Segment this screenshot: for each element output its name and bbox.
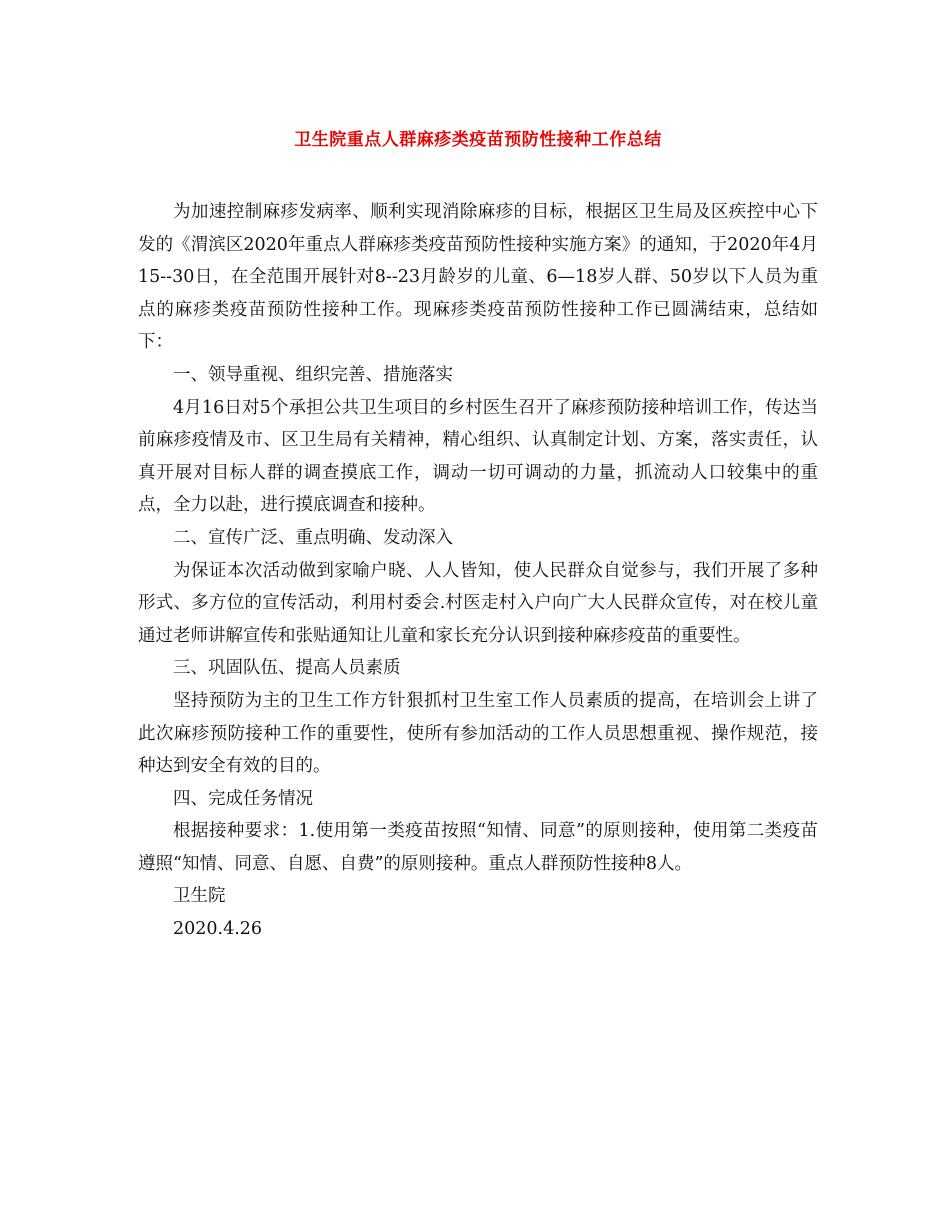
section-heading-3: 三、巩固队伍、提高人员素质 xyxy=(173,658,401,679)
signature-organization: 卫生院 xyxy=(173,886,226,907)
section-body-2: 为保证本次活动做到家喻户晓、人人皆知，使人民群众自觉参与，我们开展了多种形式、多方位的宣传活动，利用村委会.村医走村入户向广大人民群众宣传，对在校儿童通过老师讲解宣传和张贴通知让儿童和家长充分认识到接种麻疹疫苗的重要性。 xyxy=(138,560,818,646)
signature-date: 2020.4.26 xyxy=(173,919,263,940)
section-heading-2: 二、宣传广泛、重点明确、发动深入 xyxy=(173,527,453,548)
section-body-1: 4月16日对5个承担公共卫生项目的乡村医生召开了麻疹预防接种培训工作，传达当前麻疹疫情及市、区卫生局有关精神，精心组织、认真制定计划、方案，落实责任，认真开展对目标人群的调查摸底工作，调动一切可调动的力量，抓流动人口较集中的重点，全力以赴，进行摸底调查和接种。 xyxy=(138,397,818,516)
intro-paragraph: 为加速控制麻疹发病率、顺利实现消除麻疹的目标，根据区卫生局及区疾控中心下发的《渭滨区2020年重点人群麻疹类疫苗预防性接种实施方案》的通知，于2020年4月15--30日，在全范围开展针对8--23月龄岁的儿童、6—18岁人群、50岁以下人员为重点的麻疹类疫苗预防性接种工作。现麻疹类疫苗预防性接种工作已圆满结束，总结如下： xyxy=(138,202,818,353)
document-title: 卫生院重点人群麻疹类疫苗预防性接种工作总结 xyxy=(294,130,662,150)
section-body-4: 根据接种要求：1.使用第一类疫苗按照“知情、同意”的原则接种，使用第二类疫苗遵照“知情、同意、自愿、自费”的原则接种。重点人群预防性接种8人。 xyxy=(138,821,818,874)
section-heading-4: 四、完成任务情况 xyxy=(173,788,313,809)
section-heading-1: 一、领导重视、组织完善、措施落实 xyxy=(173,364,453,385)
section-body-3: 坚持预防为主的卫生工作方针狠抓村卫生室工作人员素质的提高，在培训会上讲了此次麻疹预防接种工作的重要性，使所有参加活动的工作人员思想重视、操作规范，接种达到安全有效的目的。 xyxy=(138,690,818,777)
